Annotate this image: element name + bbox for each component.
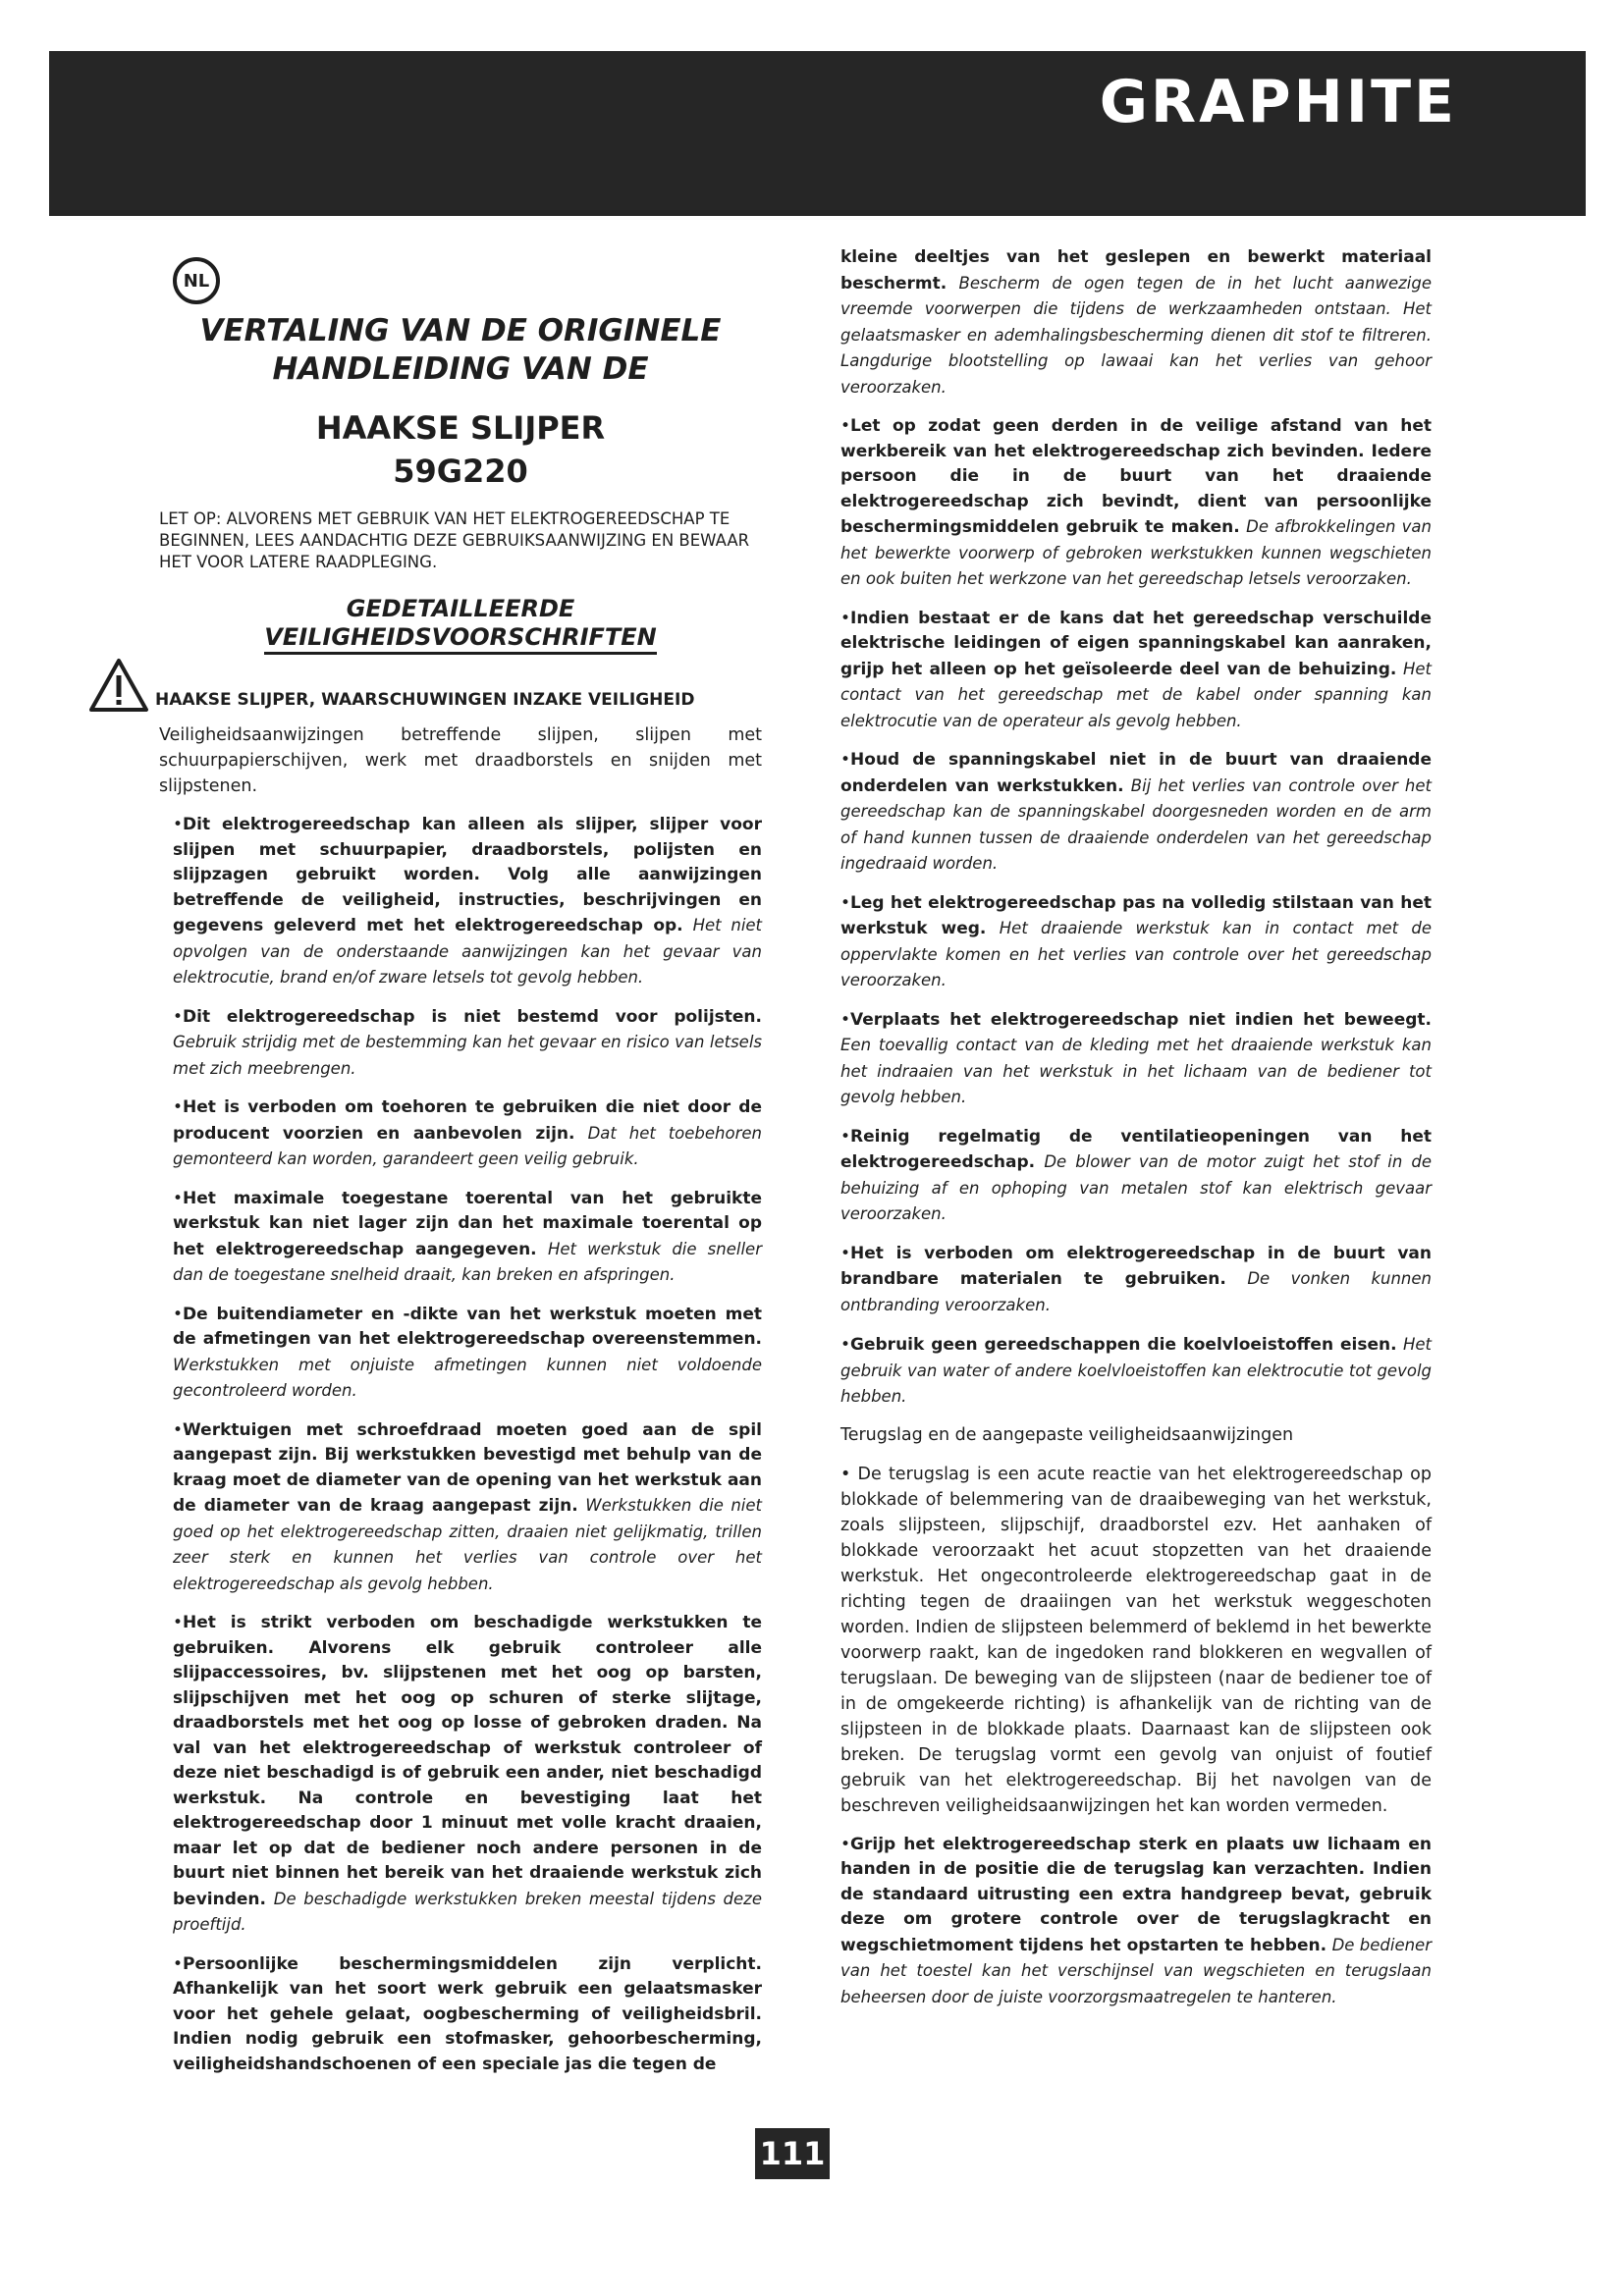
- left-item-1: •Dit elektrogereedschap kan alleen als slijper, slijper voor slijpen met schuurpapier, draadborstels, polijsten en slijpzagen gebruikt worden. Volg alle aanwijzingen betreffende de veiligheid, instructies, beschrijvingen en gegevens geleverd met het elektrogereedschap op. Het niet opvolgen van de onderstaande aanwijzingen kan het gevaar van elektrocutie, brand en/of zware letsels tot gevolg hebben.: [173, 815, 763, 987]
- kickback-item: •Grijp het elektrogereedschap sterk en plaats uw lichaam en handen in de positie die de terugslag kan verzachten. Indien de standaard uitrusting een extra handgreep bevat, gebruik deze om grotere controle over de terugslagkracht en wegschietmoment tijdens het opstarten te hebben. De bediener van het toestel kan het verschijnsel van wegschieten en terugslaan beheersen door de juiste voorzorgsmaatregelen te hanteren.: [840, 1834, 1432, 2006]
- section-heading-line-1: GEDETAILLEERDE: [346, 595, 575, 622]
- right-item-6: •Reinig regelmatig de ventilatieopeningen van het elektrogereedschap. De blower van de motor zuigt het stof in de behuizing af en ophoping van metalen stof kan elektrisch gevaar veroorzaken.: [840, 1126, 1433, 1223]
- left-item-3: •Het is verboden om toehoren te gebruiken die niet door de producent voorzien en aanbevolen zijn. Dat het toebehoren gemonteerd kan worden, garandeert geen veilig gebruik.: [173, 1097, 763, 1168]
- warning-row: [88, 658, 762, 713]
- left-item-5: •De buitendiameter en -dikte van het werkstuk moeten met de afmetingen van het elektrogereedschap overeenstemmen. Werkstukken met onjuiste afmetingen kunnen niet voldoende gecontroleerd worden.: [173, 1304, 762, 1400]
- caution-note: LET OP: ALVORENS MET GEBRUIK VAN HET ELEKTROGEREEDSCHAP TE BEGINNEN, LEES AANDACHTIG DEZE GEBRUIKSAANWIJZING EN BEWAAR HET VOOR LATERE RAADPLEGING.: [159, 509, 750, 571]
- left-item-8: •Persoonlijke beschermingsmiddelen zijn verplicht. Afhankelijk van het soort werk gebruik een gelaatsmasker voor het gehele gelaat, oogbescherming of veiligheidsbril. Indien nodig gebruik een stofmasker, gehoorbescherming, veiligheidshandschoenen of een speciale jas die tegen de: [173, 1953, 762, 2074]
- title-line-1: VERTALING VAN DE ORIGINELE: [199, 313, 722, 348]
- title-line-2: HANDLEIDING VAN DE: [272, 351, 649, 387]
- intro-text: Veiligheidsaanwijzingen betreffende slijpen, slijpen met schuurpapierschijven, werk met draadborstels en snijden met slijpstenen.: [159, 725, 762, 796]
- right-item-5: •Verplaats het elektrogereedschap niet indien het beweegt. Een toevallig contact van de kleding met het draaiende werkstuk kan het indraaien van het werkstuk in het lichaam van de bediener tot gevolg hebben.: [840, 1009, 1432, 1106]
- section-heading-line-2: VEILIGHEIDSVOORSCHRIFTEN: [264, 623, 657, 655]
- right-continuation: kleine deeltjes van het geslepen en bewerkt materiaal beschermt. Bescherm de ogen tegen de in het lucht aanwezige vreemde voorwerpen die tijdens de werkzaamheden ontstaan. Het gelaatsmasker en ademhalingsbescherming dienen dit stof te filtreren. Langdurige blootstelling op lawaai kan het verlies van gehoor veroorzaken.: [840, 247, 1432, 397]
- right-item-4: •Leg het elektrogereedschap pas na volledig stilstaan van het werkstuk weg. Het draaiende werkstuk kan in contact met de oppervlakte komen en het verlies van controle over het gereedschap veroorzaken.: [840, 892, 1433, 989]
- right-item-1: •Let op zodat geen derden in de veilige afstand van het werkbereik van het elektrogereedschap zich bevinden. Iedere persoon die in de buurt van het draaiende elektrogereedschap zich bevindt, dient van persoonlijke beschermingsmiddelen gebruik te maken. De afbrokkelingen van het bewerkte voorwerp of gebroken werkstukken kunnen wegschieten en ook buiten het werkzone van het gereedschap letsels veroorzaken.: [840, 416, 1433, 588]
- brand-logo: GRAPHITE: [1099, 68, 1457, 136]
- model-number: 59G220: [393, 453, 528, 490]
- page-number: 111: [755, 2128, 830, 2179]
- left-item-2: •Dit elektrogereedschap is niet bestemd voor polijsten. Gebruik strijdig met de bestemming kan het gevaar en risico van letsels met zich meebrengen.: [173, 1006, 762, 1078]
- kickback-heading: Terugslag en de aangepaste veiligheidsaanwijzingen: [840, 1424, 1294, 1445]
- right-item-2: •Indien bestaat er de kans dat het gereedschap verschuilde elektrische leidingen of eigen spanningskabel kan aanraken, grijp het alleen op het geïsoleerde deel van de behuizing. Het contact van het gereedschap met de kabel onder spanning kan elektrocutie van de operateur als gevolg hebben.: [840, 608, 1433, 730]
- left-item-6: •Werktuigen met schroefdraad moeten goed aan de spil aangepast zijn. Bij werkstukken bevestigd met behulp van de kraag moet de diameter van de opening van het werkstuk aan de diameter van de kraag aangepast zijn. Werkstukken die niet goed op het elektrogereedschap zitten, draaien niet gelijkmatig, trillen zeer sterk en kunnen het verlies van controle over het elektrogereedschap als gevolg hebben.: [173, 1419, 762, 1593]
- left-item-7: •Het is strikt verboden om beschadigde werkstukken te gebruiken. Alvorens elk gebruik controleer alle slijpaccessoires, bv. slijpstenen met het oog op barsten, slijpschijven met het oog op schuren of sterke slijtage, draadborstels met het oog op losse of gebroken draden. Na val van het elektrogereedschap of werkstuk controleer of deze niet beschadigd is of gebruik een ander, niet beschadigd werkstuk. Na controle en bevestiging laat het elektrogereedschap door 1 minuut met volle kracht draaien, maar let op dat de bediener noch andere personen in de buurt niet binnen het bereik van het draaiende werkstuk zich bevinden. De beschadigde werkstukken breken meestal tijdens deze proeftijd.: [173, 1613, 762, 1934]
- warning-triangle-icon: [88, 658, 149, 713]
- language-badge: NL: [173, 257, 220, 304]
- kickback-text: • De terugslag is een acute reactie van het elektrogereedschap op blokkade of belemmering van de draaibeweging van het werkstuk, zoals slijpsteen, slijpschijf, draadborstel ezv. Het aanhaken of blokkade veroorzaakt het acuut stopzetten van het draaiende werkstuk. Het ongecontroleerde elektrogereedschap gaat in de richting tegen de draaiingen van het werkstuk weggeschoten worden. Indien de slijpsteen belemmerd of beklemd in het bewerkte voorwerp raakt, kan de ingedoken rand blokkeren en wegvallen of terugslaan. De beweging van de slijpsteen (naar de bediener toe of in de omgekeerde richting) is afhankelijk van de richting van de slijpsteen in de blokkade plaats. Daarnaast kan de slijpsteen ook breken. De terugslag vormt een gevolg van onjuist of foutief gebruik van het elektrogereedschap. Bij het navolgen van de beschreven veiligheidsaanwijzingen het kan worden vermeden.: [840, 1464, 1432, 1816]
- left-item-4: •Het maximale toegestane toerental van het gebruikte werkstuk kan niet lager zijn dan het maximale toerental op het elektrogereedschap aangegeven. Het werkstuk die sneller dan de toegestane snelheid draait, kan breken en afspringen.: [173, 1188, 762, 1284]
- right-item-7: •Het is verboden om elektrogereedschap in de buurt van brandbare materialen te gebruiken. De vonken kunnen ontbranding veroorzaken.: [840, 1243, 1432, 1314]
- right-item-8: •Gebruik geen gereedschappen die koelvloeistoffen eisen. Het gebruik van water of andere koelvloeistoffen kan elektrocutie tot gevolg hebben.: [840, 1335, 1433, 1406]
- warning-heading: HAAKSE SLIJPER, WAARSCHUWINGEN INZAKE VEILIGHEID: [155, 690, 695, 710]
- right-column: [840, 245, 1432, 2010]
- product-name: HAAKSE SLIJPER: [315, 409, 606, 447]
- right-item-3: •Houd de spanningskabel niet in de buurt van draaiende onderdelen van werkstukken. Bij het verlies van controle over het gereedschap kan de spanningskabel doorgesneden worden en de arm of hand kunnen tussen de draaiende onderdelen van het gereedschap ingedraaid worden.: [840, 750, 1432, 873]
- left-column: [155, 257, 763, 2077]
